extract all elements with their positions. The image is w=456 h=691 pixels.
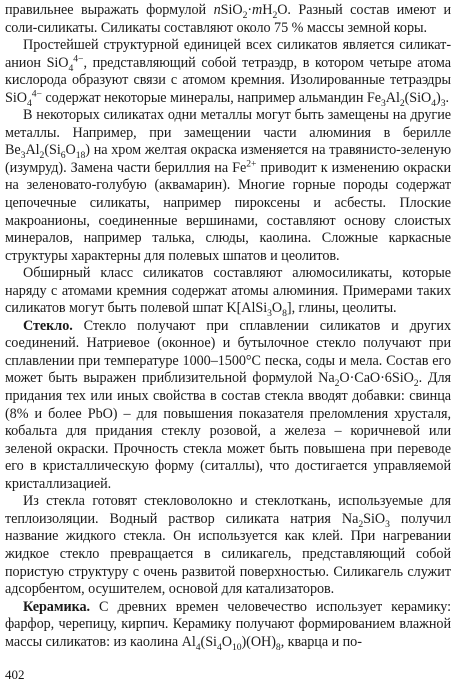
subscript: 2	[39, 150, 45, 162]
text-run: (Si	[44, 142, 61, 159]
subscript: 2	[334, 378, 340, 390]
text-run: SiO	[220, 2, 243, 18]
subscript: 2	[272, 9, 278, 21]
subscript: 2	[413, 378, 419, 390]
subscript: 8	[282, 308, 287, 320]
text-run: С древних времен человечество использует керамику: фарфор, черепицу, кирпич. Керамику получают формированием влажной массы силикатов: из каолина Al	[5, 598, 451, 650]
text-run: .	[445, 89, 449, 106]
run-in-heading: Керамика.	[23, 598, 91, 615]
text-run: (Si	[200, 633, 217, 650]
subscript: 6	[60, 150, 66, 162]
text-run: ·	[247, 2, 253, 18]
paragraph	[5, 265, 451, 318]
text-run: . Для придания тех или иных свойства в состав стекла вводят добавки: свинца (8% и более PbO) – для повышения показателя преломления хрусталя, кобальта для придания стеклу розовой, а железа – коричневой или зеленой окраски. Прочность стекла может быть повышена при переводе его в кристаллическую форму (ситаллы), что достигается управляемой кристаллизацией.	[5, 370, 451, 492]
paragraph	[5, 493, 451, 598]
paragraph	[5, 107, 451, 265]
superscript: 2+	[246, 158, 257, 170]
text-run: Al	[25, 142, 40, 159]
text-run: Из стекла готовят стекловолокно и стеклоткань, используемые для теплоизоляции. Водный раствор силиката натрия Na	[5, 493, 451, 527]
subscript: 3	[385, 518, 390, 530]
subscript: 3	[267, 308, 272, 320]
paragraph	[5, 318, 451, 493]
text-run: (SiO	[404, 89, 432, 106]
text-run: ], глины, цеолиты.	[286, 300, 397, 317]
text-run: )	[436, 89, 441, 106]
text-run: )(OH)	[241, 633, 276, 650]
text-run: , представляющий собой тетраэдр, в котором четыре атома кислорода образуют связи с атомом кремния. Изолированные тетраэдры SiO	[5, 54, 452, 106]
text-run: Al	[385, 89, 400, 106]
page-number: 402	[5, 667, 25, 682]
text-run: Стекло получают при сплавлении силикатов и других соединений. Натриевое (оконное) и бутылочное стекло получают при сплавлении при температуре 1000–1500°С песка, соды и мела. Состав его может быть выражен приблизительной формулой Na	[5, 317, 451, 387]
superscript: 4−	[31, 88, 42, 99]
superscript: 4−	[73, 52, 84, 64]
subscript: 2	[358, 518, 364, 530]
body-text	[5, 2, 451, 651]
subscript: 4	[68, 62, 74, 74]
text-run: O	[221, 633, 232, 650]
text-run: O	[65, 142, 76, 159]
text-run: ) на хром желтая окраска изменяется на травянисто-зеленую (изумруд). Замена части бериллия на Fe	[5, 142, 451, 176]
subscript: 10	[231, 641, 242, 653]
subscript: 8	[275, 641, 281, 653]
subscript: 4	[195, 641, 201, 653]
text-run: Простейшей структурной единицей всех силикатов является силикат-анион SiO	[5, 37, 451, 71]
subscript: 4	[216, 641, 222, 653]
paragraph	[5, 2, 451, 37]
run-in-heading: Стекло.	[23, 317, 73, 334]
subscript: 2	[399, 97, 405, 109]
paragraph	[5, 37, 451, 107]
subscript: 4	[26, 97, 32, 109]
paragraph	[5, 599, 451, 652]
text-run: правильнее выражать формулой	[5, 2, 214, 18]
text-run: O·CaO·6SiO	[339, 370, 414, 387]
subscript: 2	[242, 9, 248, 21]
subscript: 4	[431, 97, 437, 109]
text-run: приводит к изменению окраски на зеленовато-голубую (аквамарин). Многие горные породы содержат цепочечные силикаты, например пироксены и асбесты. Плоские макроанионы, соединенные вершинами, составляют основу слоистых минералов, например талька, слюды, каолина. Сложные каркасные структуры характерны для полевых шпатов и цеолитов.	[5, 159, 452, 264]
text-run: H	[262, 2, 273, 18]
text-run: O	[271, 300, 283, 317]
text-run: , кварца и по-	[280, 633, 362, 650]
text-run: SiO	[363, 510, 386, 527]
text-run: Обширный класс силикатов составляют алюмосиликаты, которые наряду с атомами кремния содержат атомы алюминия. Примерами таких силикатов могут быть полевой шпат K[AlSi	[5, 265, 451, 317]
variable: m	[252, 2, 263, 18]
variable: n	[213, 2, 221, 18]
subscript: 3	[20, 150, 26, 162]
subscript: 3	[440, 97, 446, 109]
text-run: В некоторых силикатах одни металлы могут быть замещены на другие металлы. Например, при замещении части алюминия в берилле Be	[5, 107, 451, 159]
text-run: содержат некоторые минералы, например альмандин Fe	[41, 89, 381, 106]
subscript: 3	[380, 97, 386, 109]
text-run: O. Разный состав имеют и соли-силикаты. Силикаты составляют около 75 % массы земной коры.	[5, 2, 451, 36]
subscript: 18	[75, 150, 86, 162]
text-run: получил название жидкого стекла. Он используется как клей. При нагревании жидкое стекло превращается в силикагель, представляющий собой пористую структуру с очень развитой поверхностью. Силикагель служит адсорбентом, осушителем, основой для катализаторов.	[5, 510, 451, 598]
book-page	[5, 2, 451, 691]
